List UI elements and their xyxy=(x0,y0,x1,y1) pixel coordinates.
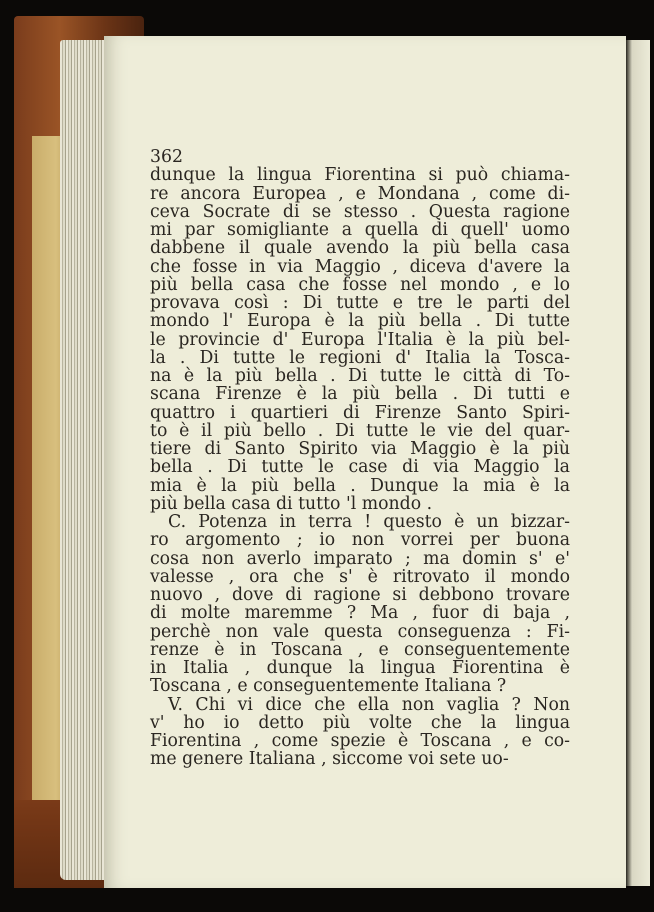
text-line: dabbene il quale avendo la più bella casa xyxy=(150,238,570,259)
text-line: più bella casa di tutto 'l mondo . xyxy=(150,493,433,514)
text-line: la . Di tutte le regioni d' Italia la Tosca- xyxy=(150,347,570,368)
text-line: di molte maremme ? Ma , fuor di baja , xyxy=(150,603,570,624)
text-line: mondo l' Europa è la più bella . Di tutte xyxy=(150,311,570,332)
text-line: più bella casa che fosse nel mondo , e lo xyxy=(150,274,570,295)
text-line: ceva Socrate di se stesso . Questa ragione xyxy=(150,201,570,222)
text-line: C. Potenza in terra ! questo è un bizzar- xyxy=(168,512,570,532)
text-line: cosa non averlo imparato ; ma domin s' e' xyxy=(150,548,570,569)
text-line: re ancora Europea , e Mondana , come di- xyxy=(150,183,570,204)
text-line: bella . Di tutte le case di via Maggio la xyxy=(150,457,570,478)
text-line: v' ho io detto più volte che la lingua xyxy=(150,712,570,733)
text-line: tiere di Santo Spirito via Maggio è la più xyxy=(150,439,570,459)
text-line: me genere Italiana , siccome voi sete uo- xyxy=(150,749,509,770)
text-line: scana Firenze è la più bella . Di tutti e xyxy=(150,384,570,405)
text-line: che fosse in via Maggio , diceva d'avere la xyxy=(150,256,570,277)
text-line: to è il più bello . Di tutte le vie del quar- xyxy=(150,420,570,441)
text-line: provava così : Di tutte e tre le parti del xyxy=(150,293,570,313)
page-number: 362 xyxy=(150,147,183,167)
text-line: mi par somigliante a quella di quell' uomo xyxy=(150,220,570,240)
text-line: dunque la lingua Fiorentina si può chiama- xyxy=(150,165,570,186)
text-lines xyxy=(150,166,570,768)
text-line: renze è in Toscana , e conseguentemente xyxy=(150,639,570,660)
text-line: perchè non vale questa conseguenza : Fi- xyxy=(150,621,570,642)
page-text xyxy=(150,148,570,769)
text-line: quattro i quartieri di Firenze Santo Spiri- xyxy=(150,402,570,423)
text-line: valesse , ora che s' è ritrovato il mondo xyxy=(150,566,570,587)
text-line: Fiorentina , come spezie è Toscana , e co- xyxy=(150,731,570,751)
text-line: mia è la più bella . Dunque la mia è la xyxy=(150,475,570,496)
text-line: le provincie d' Europa l'Italia è la più bel- xyxy=(150,329,570,350)
facing-page-edge xyxy=(626,40,650,886)
text-line: na è la più bella . Di tutte le città di To- xyxy=(150,366,570,386)
text-line: V. Chi vi dice che ella non vaglia ? Non xyxy=(168,694,570,715)
text-line: in Italia , dunque la lingua Fiorentina è xyxy=(150,658,570,678)
text-line: Toscana , e conseguentemente Italiana ? xyxy=(150,676,507,697)
text-line: ro argomento ; io non vorrei per buona xyxy=(150,530,570,551)
text-line: nuovo , dove di ragione si debbono trovare xyxy=(150,585,570,605)
